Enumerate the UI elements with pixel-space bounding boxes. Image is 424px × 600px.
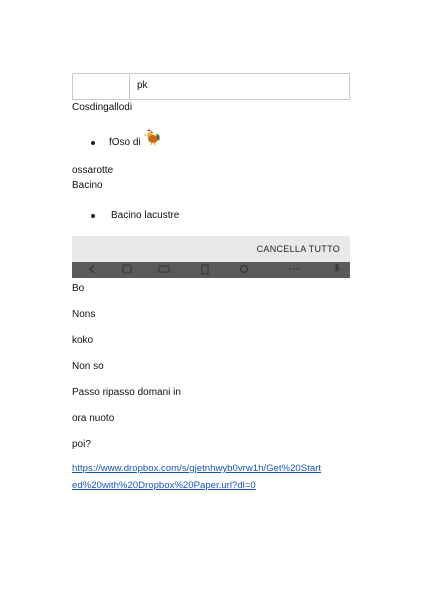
list-item-text: fOso di: [109, 137, 141, 148]
rooster-icon: [143, 128, 161, 146]
dropbox-link-line-2[interactable]: ed%20with%20Dropbox%20Paper.url?dl=0: [72, 480, 256, 491]
more-icon[interactable]: [288, 263, 300, 275]
text-line: poi?: [72, 439, 91, 450]
bullet-icon: [91, 141, 95, 145]
list-item-text: Bacino lacustre: [111, 210, 180, 221]
chevron-left-icon[interactable]: [86, 263, 98, 275]
dropbox-link-line-1[interactable]: https://www.dropbox.com/s/gjetnhwyb0vrw1h/Get%20Start: [72, 463, 322, 474]
text-line: Non so: [72, 361, 104, 372]
text-line: Bacino: [72, 180, 103, 191]
text-line: Bo: [72, 283, 85, 294]
bullet-icon: [91, 214, 95, 218]
table: [72, 73, 350, 100]
clear-all-button[interactable]: CANCELLA TUTTO: [256, 244, 340, 254]
table-cell-empty: [73, 74, 130, 99]
text-line: ossarotte: [72, 165, 114, 176]
keyboard-toolbar: [72, 262, 350, 278]
gif-icon[interactable]: [158, 263, 170, 275]
text-line: ora nuoto: [72, 413, 115, 424]
sticker-icon[interactable]: [121, 263, 133, 275]
microphone-icon[interactable]: [331, 263, 343, 275]
snackbar: [72, 236, 350, 262]
text-line: Cosdingallodi: [72, 102, 133, 113]
clipboard-icon[interactable]: [199, 263, 211, 275]
text-line: koko: [72, 335, 94, 346]
text-line: Nons: [72, 309, 96, 320]
text-line: Passo ripasso domani in: [72, 387, 181, 398]
table-cell-text: pk: [137, 80, 148, 91]
settings-icon[interactable]: [238, 263, 250, 275]
